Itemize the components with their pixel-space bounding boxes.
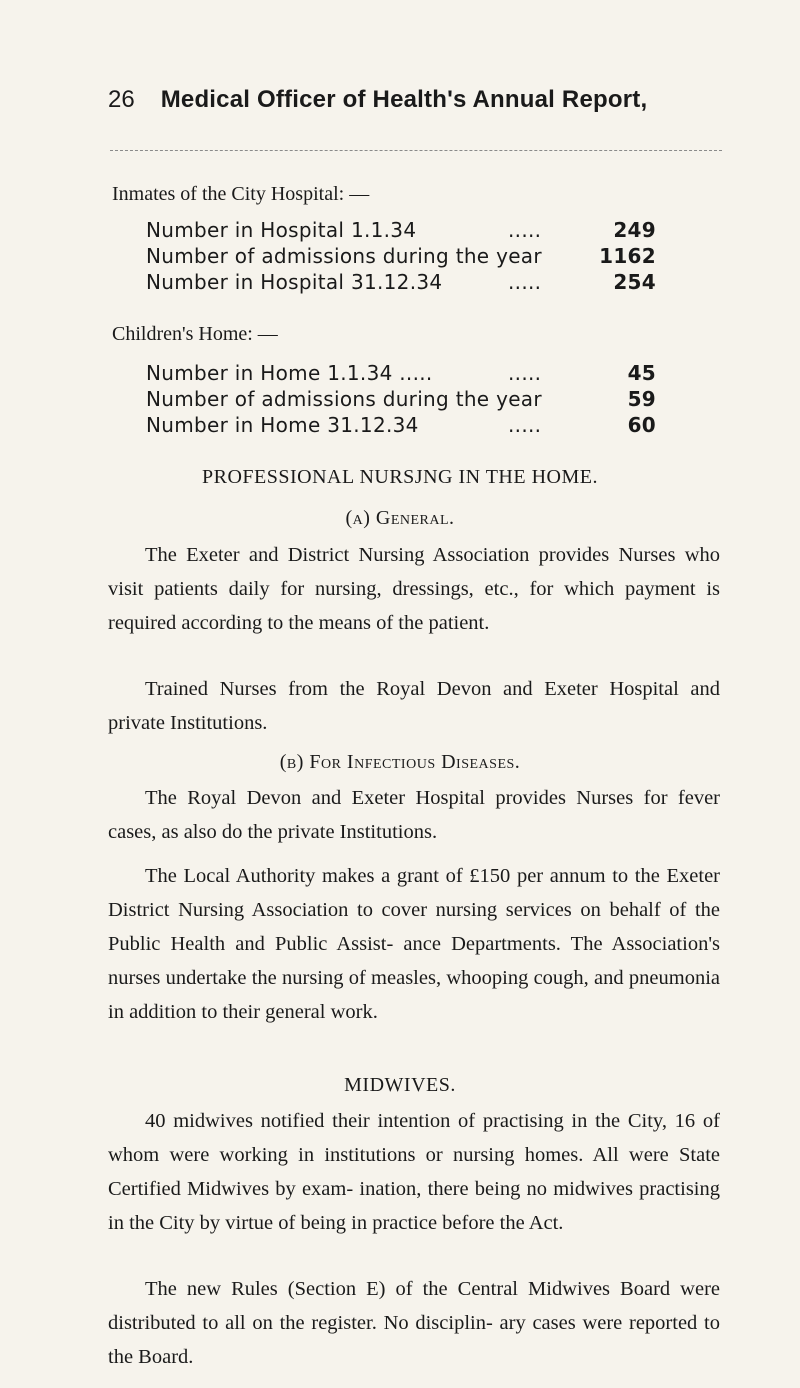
- paragraph: Trained Nurses from the Royal Devon and Exeter Hospital and private Institutions.: [108, 678, 720, 734]
- childrens-home-label: Children's Home: —: [112, 323, 278, 345]
- stat-value: 249: [613, 218, 656, 242]
- stat-value: 60: [627, 413, 656, 437]
- stat-label: Number in Hospital 1.1.34: [146, 218, 417, 242]
- stat-value: 45: [627, 361, 656, 385]
- stat-label: Number of admissions during the year: [146, 244, 542, 268]
- paragraph: The new Rules (Section E) of the Central Midwives Board were distributed to all on the register. No disciplin- ary cases were reported to the Board.: [108, 1278, 720, 1368]
- stat-value: 59: [627, 387, 656, 411]
- stat-row: [146, 413, 656, 437]
- stat-label: Number in Home 1.1.34 .....: [146, 361, 433, 385]
- paragraph: The Local Authority makes a grant of £150 per annum to the Exeter District Nursing Association to cover nursing services on behalf of the Public Health and Public Assist- ance Departments. The Association's nurses undertake the nursing of measles, whooping cough, and pneumonia in addition to their general work.: [108, 865, 720, 1023]
- stat-leader: .....: [508, 361, 542, 385]
- stat-label: Number in Home 31.12.34: [146, 413, 419, 437]
- stat-row: [146, 244, 656, 268]
- page-number: 26: [108, 86, 135, 113]
- paragraph: The Exeter and District Nursing Association provides Nurses who visit patients daily for nursing, dressings, etc., for which payment is required according to the means of the patient.: [108, 544, 720, 634]
- stat-label: Number of admissions during the year: [146, 387, 542, 411]
- paragraph: 40 midwives notified their intention of practising in the City, 16 of whom were working in institutions or nursing homes. All were State Certified Midwives by exam- ination, there being no midwives practising in the City by virtue of being in practice before the Act.: [108, 1110, 720, 1234]
- paragraph: The Royal Devon and Exeter Hospital provides Nurses for fever cases, as also do the private Institutions.: [108, 787, 720, 843]
- header-rule: [110, 150, 722, 151]
- stat-row: [146, 218, 656, 242]
- stat-leader: .....: [508, 413, 542, 437]
- running-title: Medical Officer of Health's Annual Report,: [160, 86, 648, 113]
- subsection-heading: (b) For Infectious Diseases.: [279, 751, 521, 773]
- section-heading: PROFESSIONAL NURSJNG IN THE HOME.: [202, 466, 598, 488]
- stat-value: 254: [613, 270, 656, 294]
- stat-label: Number in Hospital 31.12.34: [146, 270, 443, 294]
- subsection-heading: (a) General.: [345, 507, 455, 529]
- page-header: [108, 86, 728, 114]
- stat-row: [146, 361, 656, 385]
- stat-row: [146, 387, 656, 411]
- stat-row: [146, 270, 656, 294]
- section-heading: MIDWIVES.: [344, 1074, 456, 1096]
- stat-value: 1162: [599, 244, 656, 268]
- stat-leader: .....: [508, 218, 542, 242]
- stat-leader: .....: [508, 270, 542, 294]
- city-hospital-label: Inmates of the City Hospital: —: [112, 183, 370, 205]
